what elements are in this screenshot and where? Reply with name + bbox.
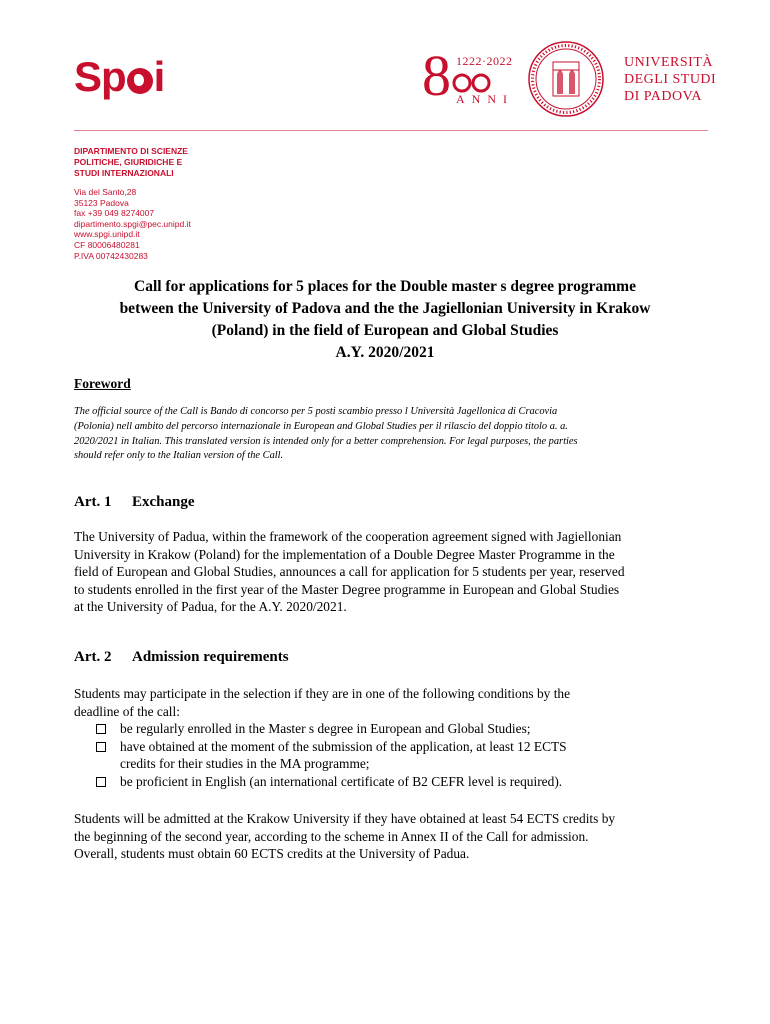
contact-cf: CF 80006480281 xyxy=(74,239,140,250)
contact-city: 35123 Padova xyxy=(74,197,129,208)
university-name-line: DEGLI STUDI xyxy=(624,72,717,87)
list-item xyxy=(74,738,702,773)
spgi-logo-text-end: i xyxy=(153,53,165,100)
article-number: Art. 2 xyxy=(74,649,112,665)
anniversary-circles-icon xyxy=(452,72,492,94)
anniversary-word: ANNI xyxy=(456,92,514,106)
body-line: deadline of the call: xyxy=(74,703,180,719)
spgi-logo xyxy=(74,52,164,102)
letterhead xyxy=(0,0,770,135)
title-line: (Poland) in the field of European and Global Studies xyxy=(211,322,559,339)
globe-icon xyxy=(127,68,153,94)
article-1-heading xyxy=(74,494,195,511)
list-item-text: have obtained at the moment of the submission of the application, at least 12 ECTS xyxy=(120,738,567,754)
department-name-line: POLITICHE, GIURIDICHE E xyxy=(74,157,183,167)
article-title: Admission requirements xyxy=(132,649,289,665)
title-line: Call for applications for 5 places for the Double master s degree programme xyxy=(134,278,636,295)
spgi-logo-text-start: Sp xyxy=(74,53,126,100)
contact-fax: fax +39 049 8274007 xyxy=(74,208,155,219)
list-item xyxy=(74,720,702,738)
body-line: the beginning of the second year, according to the scheme in Annex II of the Call for admission. xyxy=(74,828,589,844)
foreword-line: should refer only to the Italian version of the Call. xyxy=(74,450,284,462)
body-line: Students may participate in the selection if they are in one of the following conditions by the xyxy=(74,686,571,701)
list-item-text: be proficient in English (an international certificate of B2 CEFR level is required). xyxy=(120,773,563,789)
body-line: at the University of Padua, for the A.Y. 2020/2021. xyxy=(74,599,347,614)
foreword-line: The official source of the Call is Bando di concorso per 5 posti scambio presso l Università Jagellonica di Cracovia xyxy=(74,406,558,417)
body-line: field of European and Global Studies, announces a call for application for 5 students per year, reserved xyxy=(74,564,625,579)
department-name-line: STUDI INTERNAZIONALI xyxy=(74,168,174,178)
body-line: to students enrolled in the first year of the Master Degree programme in European and Global Studies xyxy=(74,581,620,597)
title-line: between the University of Padova and the the Jagiellonian University in Krakow xyxy=(119,300,651,317)
anniversary-years: 1222·2022 xyxy=(456,54,513,68)
article-1-body xyxy=(74,528,702,616)
body-line: Students will be admitted at the Krakow University if they have obtained at least 54 ECTS credits by xyxy=(74,811,616,826)
university-name-line: UNIVERSITÀ xyxy=(624,55,713,70)
article-title: Exchange xyxy=(132,494,195,510)
article-number: Art. 1 xyxy=(74,494,112,510)
checkbox-bullet-icon xyxy=(96,724,106,734)
checkbox-bullet-icon xyxy=(96,742,106,752)
list-item xyxy=(74,773,702,791)
university-seal-icon xyxy=(527,40,605,118)
requirements-list xyxy=(74,720,702,790)
list-item-text: credits for their studies in the MA programme; xyxy=(120,756,370,771)
contact-vat: P.IVA 00742430283 xyxy=(74,250,148,261)
anniversary-logo xyxy=(422,43,522,108)
contact-address: Via del Santo,28 xyxy=(74,187,137,197)
contact-email: dipartimento.spgi@pec.unipd.it xyxy=(74,218,191,229)
university-name-line: DI PADOVA xyxy=(624,89,703,104)
department-name-line: DIPARTIMENTO DI SCIENZE xyxy=(74,146,188,156)
article-2-closing xyxy=(74,810,702,863)
title-line: A.Y. 2020/2021 xyxy=(335,344,435,361)
foreword-line: (Polonia) nell ambito del percorso internazionale in European and Global Studies per il rilascio del doppio titolo a. a. xyxy=(74,420,568,432)
article-2-heading xyxy=(74,649,289,666)
foreword-text xyxy=(74,405,698,464)
university-name xyxy=(624,54,716,105)
department-contact xyxy=(74,187,191,261)
anniversary-numeral: 8 xyxy=(422,43,451,108)
header-divider xyxy=(74,130,708,131)
checkbox-bullet-icon xyxy=(96,777,106,787)
foreword-heading: Foreword xyxy=(74,376,131,391)
body-line: University in Krakow (Poland) for the implementation of a Double Degree Master Programme in the xyxy=(74,546,615,562)
list-item-text: be regularly enrolled in the Master s degree in European and Global Studies; xyxy=(120,721,531,736)
body-line: The University of Padua, within the framework of the cooperation agreement signed with Jagiellonian xyxy=(74,529,622,544)
document-title xyxy=(60,276,710,364)
contact-website: www.spgi.unipd.it xyxy=(74,229,140,240)
department-name xyxy=(74,146,188,179)
article-2-intro xyxy=(74,685,702,720)
body-line: Overall, students must obtain 60 ECTS credits at the University of Padua. xyxy=(74,846,470,861)
foreword-line: 2020/2021 in Italian. This translated version is intended only for a better comprehension. For legal purposes, the parties xyxy=(74,435,578,447)
